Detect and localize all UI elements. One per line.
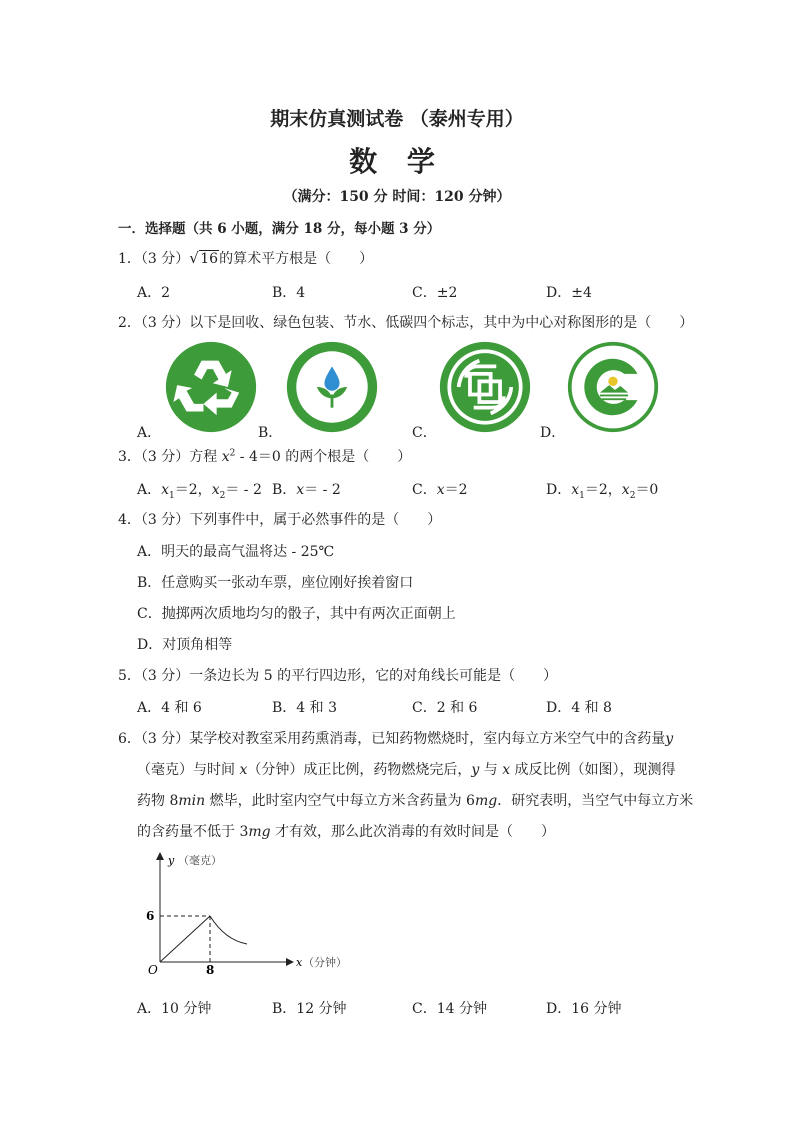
q4-option-c[interactable]: C．抛掷两次质地均匀的骰子，其中有两次正面朝上	[137, 606, 456, 622]
proportional-line	[160, 916, 210, 962]
sqrt-symbol: √ 16	[189, 249, 219, 267]
q6-option-b[interactable]: B．12 分钟	[272, 1001, 347, 1017]
question-6-line-4: 的含药量不低于 3mg 才有效，那么此次消毒的有效时间是（ ）	[137, 824, 556, 840]
question-2-stem: 2．（3 分）以下是回收、绿色包装、节水、低碳四个标志，其中为中心对称图形的是（ ）	[118, 315, 694, 331]
origin-label: O	[148, 963, 158, 977]
q3-option-a[interactable]: A．$x_1=2$，$x_2= - 2$	[137, 482, 262, 501]
q5-option-b[interactable]: B．4 和 3	[272, 700, 338, 716]
function-graph	[140, 848, 350, 978]
question-6-line-3: 药物 8min 燃毕，此时室内空气中每立方米含药量为 6mg．研究表明，当空气中每立方米	[137, 793, 694, 809]
q2-option-c[interactable]: C．	[412, 425, 437, 441]
q6-option-d[interactable]: D．16 分钟	[546, 1001, 622, 1017]
q5-option-d[interactable]: D．4 和 8	[546, 700, 612, 716]
question-4-stem: 4．（3 分）下列事件中，属于必然事件的是（ ）	[118, 512, 442, 528]
q5-option-a[interactable]: A．4 和 6	[137, 700, 202, 716]
y-axis-arrow	[156, 852, 164, 860]
interlocking-squares-icon	[438, 340, 532, 434]
question-1-stem: 1．（3 分） √ 16的算术平方根是（ ）	[118, 249, 374, 267]
question-6-line-1: 6．（3 分）某学校对教室采用药熏消毒，已知药物燃烧时，室内每立方米空气中的含药量y	[118, 731, 674, 747]
q1-option-d[interactable]: D．±4	[546, 285, 592, 301]
question-6-line-2: （毫克）与时间 x（分钟）成正比例，药物燃烧完后，y 与 x 成反比例（如图），现测得	[137, 762, 676, 778]
q4-option-d[interactable]: D．对顶角相等	[137, 637, 233, 653]
q4-option-a[interactable]: A．明天的最高气温将达 - 25℃	[137, 544, 335, 560]
q5-option-c[interactable]: C．2 和 6	[412, 700, 478, 716]
question-3-stem: 3．（3 分）方程 $x^2 - 4=0$ 的两个根是（ ）	[118, 448, 412, 465]
q6-option-a[interactable]: A．10 分钟	[137, 1001, 212, 1017]
q3-option-b[interactable]: B．x＝ - 2	[272, 482, 341, 498]
x-tick-label: 8	[206, 963, 215, 977]
q1-option-a[interactable]: A．2	[137, 285, 171, 301]
q1-option-b[interactable]: B．4	[272, 285, 306, 301]
water-drop-sprout-icon	[285, 340, 379, 434]
q6-option-c[interactable]: C．14 分钟	[412, 1001, 487, 1017]
y-axis-unit: （毫克）	[178, 854, 222, 867]
q3-option-d[interactable]: D．$x_1=2$，$x_2=0$	[546, 482, 659, 501]
low-carbon-c-icon	[566, 340, 660, 434]
q1-option-c[interactable]: C．±2	[412, 285, 458, 301]
recycle-icon	[164, 340, 258, 434]
x-axis-unit: （分钟）	[303, 956, 347, 969]
y-tick-label: 6	[146, 909, 155, 923]
q2-option-b[interactable]: B．	[258, 425, 283, 441]
q2-option-d[interactable]: D．	[540, 425, 566, 441]
page-title: 期末仿真测试卷 （泰州专用）	[270, 108, 524, 130]
section-heading: 一．选择题（共 6 小题，满分 18 分，每小题 3 分）	[118, 221, 441, 237]
y-axis-var: y	[168, 854, 175, 867]
subject-title: 数 学	[349, 145, 445, 178]
question-5-stem: 5．（3 分）一条边长为 5 的平行四边形，它的对角线长可能是（ ）	[118, 668, 558, 684]
exam-info: （满分：150 分 时间：120 分钟）	[283, 189, 511, 205]
x-axis-var: x	[296, 956, 303, 969]
q2-option-a[interactable]: A．	[137, 425, 162, 441]
q3-option-c[interactable]: C．x＝2	[412, 482, 468, 498]
x-axis-arrow	[286, 958, 294, 966]
inverse-curve	[210, 916, 247, 944]
q4-option-b[interactable]: B．任意购买一张动车票，座位刚好挨着窗口	[137, 575, 414, 591]
